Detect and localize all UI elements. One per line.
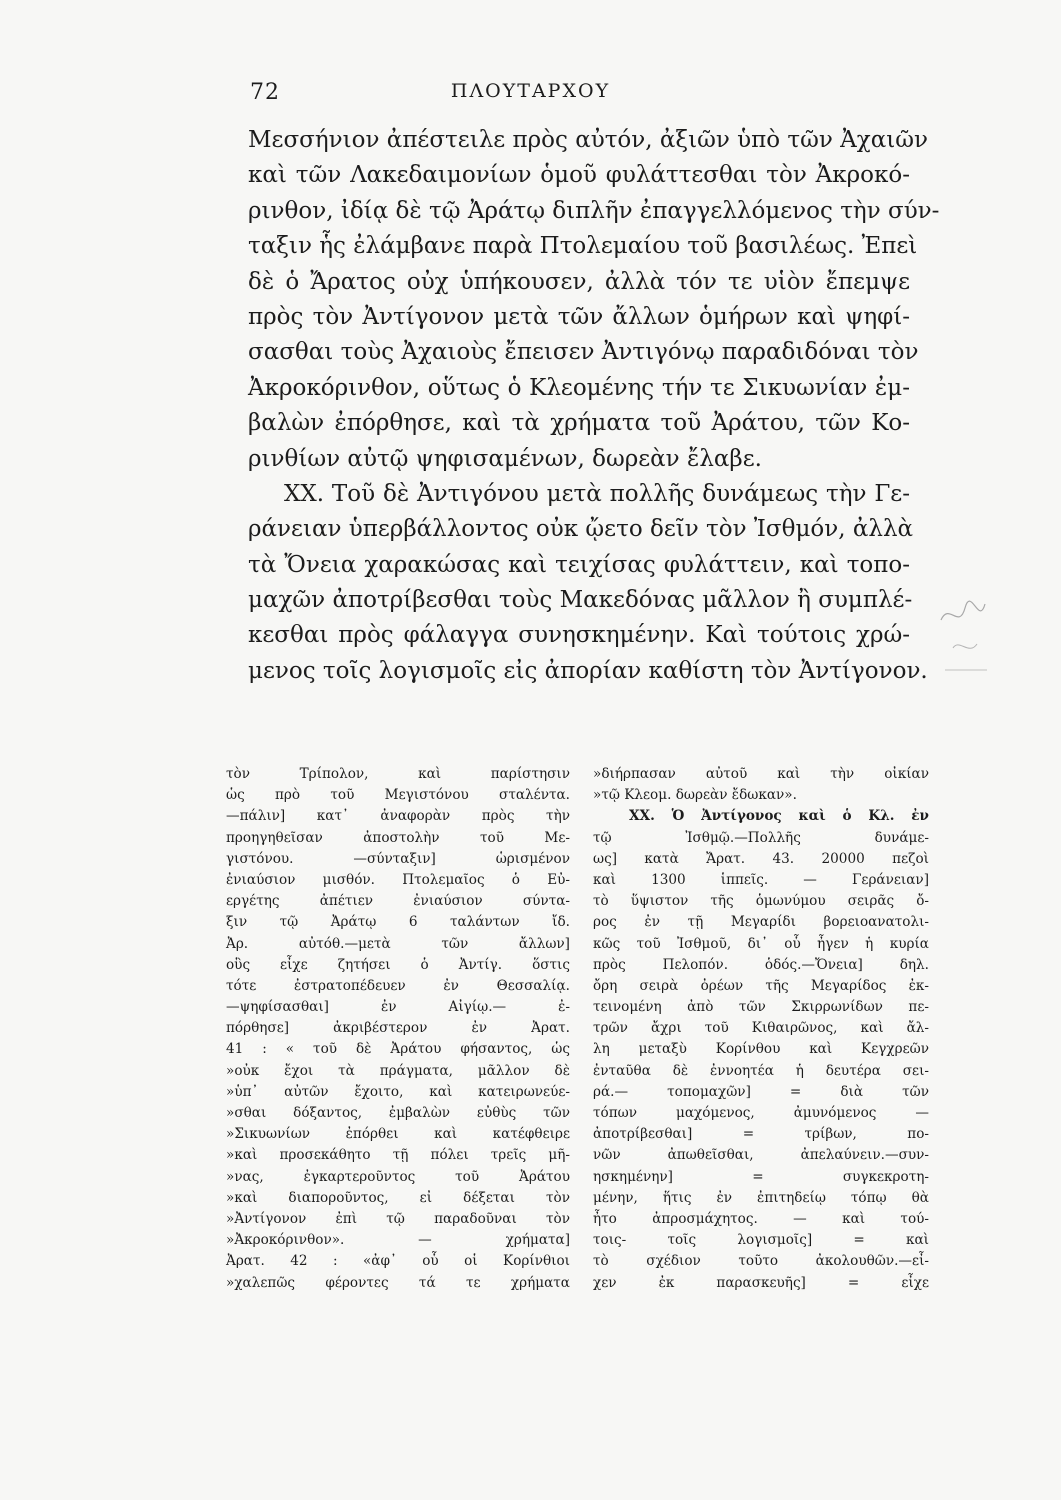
note-line: τὸ σχέδιον τοῦτο ἀκολουθῶν.—εἶ- (593, 1253, 929, 1270)
note-line: Ἀρ. αὐτόθ.—μετὰ τῶν ἄλλων] (226, 935, 570, 952)
notes-left-column (226, 764, 570, 1294)
note-line: »Ἀκροκόρινθον». — χρήματα] (226, 1232, 570, 1249)
note-line: τῷ Ἰσθμῷ.—Πολλῆς δυνάμε- (593, 829, 929, 846)
note-line: ἐνταῦθα δὲ ἐννοητέα ἡ δευτέρα σει- (593, 1062, 929, 1079)
note-line: »τῷ Κλεομ. δωρεὰν ἔδωκαν». (593, 787, 797, 804)
note-line: ὄρη σειρὰ ὀρέων τῆς Μεγαρίδος ἐκ- (593, 977, 929, 994)
note-line: ἐνιαύσιον μισθόν. Πτολεμαῖος ὁ Εὐ- (226, 871, 570, 888)
note-line: »Σικυωνίων ἐπόρθει καὶ κατέφθειρε (226, 1126, 570, 1143)
note-line: —πάλιν] κατ᾽ ἀναφορὰν πρὸς τὴν (226, 808, 570, 825)
running-head: ΠΛΟΥΤΑΡΧΟΥ (450, 80, 611, 102)
note-line: »νας, ἐγκαρτεροῦντος τοῦ Ἀράτου (226, 1168, 570, 1185)
main-text-line: τὰ Ὄνεια χαρακώσας καὶ τειχίσας φυλάττειν, καὶ τοπο- (248, 551, 910, 578)
note-line: τεινομένη ἀπὸ τῶν Σκιρρωνίδων πε- (593, 999, 929, 1016)
note-line: ὡς πρὸ τοῦ Μεγιστόνου σταλέντα. (226, 787, 570, 804)
scribble-stroke (953, 644, 977, 648)
note-line: οὓς εἶχε ζητήσει ὁ Ἀντίγ. ὅστις (226, 956, 570, 973)
note-line: προηγηθεῖσαν ἀποστολὴν τοῦ Με- (226, 829, 570, 846)
main-text-line: μενος τοῖς λογισμοῖς εἰς ἀπορίαν καθίστη τὸν Ἀντίγονον. (248, 657, 928, 684)
note-line: 41 : « τοῦ δὲ Ἀράτου φήσαντος, ὡς (226, 1041, 570, 1058)
note-line: »Ἀντίγονον ἐπὶ τῷ παραδοῦναι τὸν (226, 1210, 570, 1227)
main-text-line: βαλὼν ἐπόρθησε, καὶ τὰ χρήματα τοῦ Ἀράτου, τῶν Κο- (248, 410, 910, 437)
note-line: »σθαι δόξαντος, ἐμβαλὼν εὐθὺς τῶν (226, 1105, 570, 1121)
note-line: Ἀρατ. 42 : «ἀφ᾽ οὗ οἱ Κορίνθιοι (226, 1253, 570, 1270)
note-line: ἀποτρίβεσθαι] = τρίβων, πο- (593, 1126, 929, 1143)
main-text-line: ράνειαν ὑπερβάλλοντος οὐκ ᾤετο δεῖν τὸν Ἰσθμόν, ἀλλὰ (248, 516, 914, 543)
note-line: τρῶν ἄχρι τοῦ Κιθαιρῶνος, καὶ ἄλ- (593, 1020, 929, 1037)
note-line: τὸν Τρίπολον, καὶ παρίστησιν (226, 766, 570, 782)
note-line: πρὸς Πελοπόν. ὁδός.—Ὄνεια] δηλ. (593, 956, 929, 973)
note-line: »οὐκ ἔχοι τὰ πράγματα, μᾶλλον δὲ (226, 1062, 570, 1079)
note-section-heading: XX. Ὁ Ἀντίγονος καὶ ὁ Κλ. ἐν (629, 808, 929, 825)
note-line: »ὑπ᾽ αὐτῶν ἔχοιτο, καὶ κατειρωνεύε- (226, 1083, 570, 1100)
main-text-line: μαχῶν ἀποτρίβεσθαι τοὺς Μακεδόνας μᾶλλον ἢ συμπλέ- (248, 587, 913, 614)
note-line: ρος ἐν τῇ Μεγαρίδι βορειοανατολι- (593, 914, 929, 931)
note-line: γιστόνου. —σύνταξιν] ὡρισμένον (226, 850, 570, 867)
main-text-line: σασθαι τοὺς Ἀχαιοὺς ἔπεισεν Ἀντιγόνῳ παραδιδόναι τὸν (248, 339, 919, 366)
note-line: ως] κατὰ Ἄρατ. 43. 20000 πεζοὶ (593, 850, 929, 867)
note-line: νῶν ἀπωθεῖσθαι, ἀπελαύνειν.—συν- (593, 1147, 929, 1164)
note-line: τότε ἐστρατοπέδευεν ἐν Θεσσαλίᾳ. (226, 977, 570, 994)
note-line: ησκημένην] = συγκεκροτη- (593, 1168, 929, 1185)
main-text (248, 123, 940, 689)
chapter-xx-start-line: XX. Τοῦ δὲ Ἀντιγόνου μετὰ πολλῆς δυνάμεως τὴν Γε- (284, 480, 910, 507)
note-line: εργέτης ἀπέτιεν ἐνιαύσιον σύντα- (226, 893, 570, 910)
main-text-line: κεσθαι πρὸς φάλαγγα συνησκημένην. Καὶ τούτοις χρώ- (248, 622, 910, 649)
note-line: »καὶ διαποροῦντος, εἰ δέξεται τὸν (226, 1189, 570, 1206)
note-line: —ψηφίσασθαι] ἐν Αἰγίῳ.— ἐ- (226, 999, 570, 1016)
notes-right-column (593, 764, 929, 1294)
main-text-line: Μεσσήνιον ἀπέστειλε πρὸς αὐτόν, ἀξιῶν ὑπὸ τῶν Ἀχαιῶν (248, 127, 929, 153)
note-line: καὶ 1300 ἱππεῖς. — Γεράνειαν] (593, 871, 929, 888)
note-line: τόπων μαχόμενος, ἀμυνόμενος — (593, 1105, 929, 1121)
note-line: ἦτο ἀπροσμάχητος. — καὶ τού- (593, 1210, 929, 1227)
main-text-line: καὶ τῶν Λακεδαιμονίων ὁμοῦ φυλάττεσθαι τὸν Ἀκροκό- (248, 162, 910, 189)
page-number: 72 (250, 80, 280, 105)
main-text-line: ρινθίων αὐτῷ ψηφισαμένων, δωρεὰν ἔλαβε. (248, 445, 762, 472)
scribble-stroke (941, 601, 985, 620)
note-line: πόρθησε] ἀκριβέστερον ἐν Ἀρατ. (226, 1020, 570, 1037)
note-line: λη μεταξὺ Κορίνθου καὶ Κεγχρεῶν (593, 1041, 929, 1058)
note-line: »χαλεπῶς φέροντες τά τε χρήματα (226, 1274, 570, 1291)
note-line: τὸ ὕψιστον τῆς ὁμωνύμου σειρᾶς ὄ- (593, 893, 929, 910)
note-line: κῶς τοῦ Ἰσθμοῦ, δι᾽ οὗ ἦγεν ἡ κυρία (593, 935, 929, 952)
note-line: ξιν τῷ Ἀράτῳ 6 ταλάντων ἴδ. (226, 914, 570, 931)
main-text-line: δὲ ὁ Ἄρατος οὐχ ὑπήκουσεν, ἀλλὰ τόν τε υἱὸν ἔπεμψε (248, 268, 910, 295)
margin-pencil-scribble (935, 590, 995, 680)
note-line: ρά.— τοπομαχῶν] = διὰ τῶν (593, 1083, 929, 1100)
note-line: τοις- τοῖς λογισμοῖς] = καὶ (593, 1232, 929, 1249)
note-line: χεν ἐκ παρασκευῆς] = εἶχε (593, 1274, 929, 1291)
main-text-line: Ἀκροκόρινθον, οὕτως ὁ Κλεομένης τήν τε Σικυωνίαν ἐμ- (248, 374, 910, 401)
note-line: »διήρπασαν αὐτοῦ καὶ τὴν οἰκίαν (593, 766, 929, 782)
main-text-line: ταξιν ἧς ἐλάμβανε παρὰ Πτολεμαίου τοῦ βασιλέως. Ἐπεὶ (248, 233, 918, 260)
note-line: μένην, ἥτις ἐν ἐπιτηδείῳ τόπῳ θὰ (593, 1189, 929, 1206)
main-text-line: πρὸς τὸν Ἀντίγονον μετὰ τῶν ἄλλων ὁμήρων καὶ ψηφί- (248, 303, 910, 330)
main-text-line: ρινθον, ἰδίᾳ δὲ τῷ Ἀράτῳ διπλῆν ἐπαγγελλόμενος τὴν σύν- (248, 197, 940, 224)
note-line: »καὶ προσεκάθητο τῇ πόλει τρεῖς μῆ- (226, 1147, 570, 1164)
